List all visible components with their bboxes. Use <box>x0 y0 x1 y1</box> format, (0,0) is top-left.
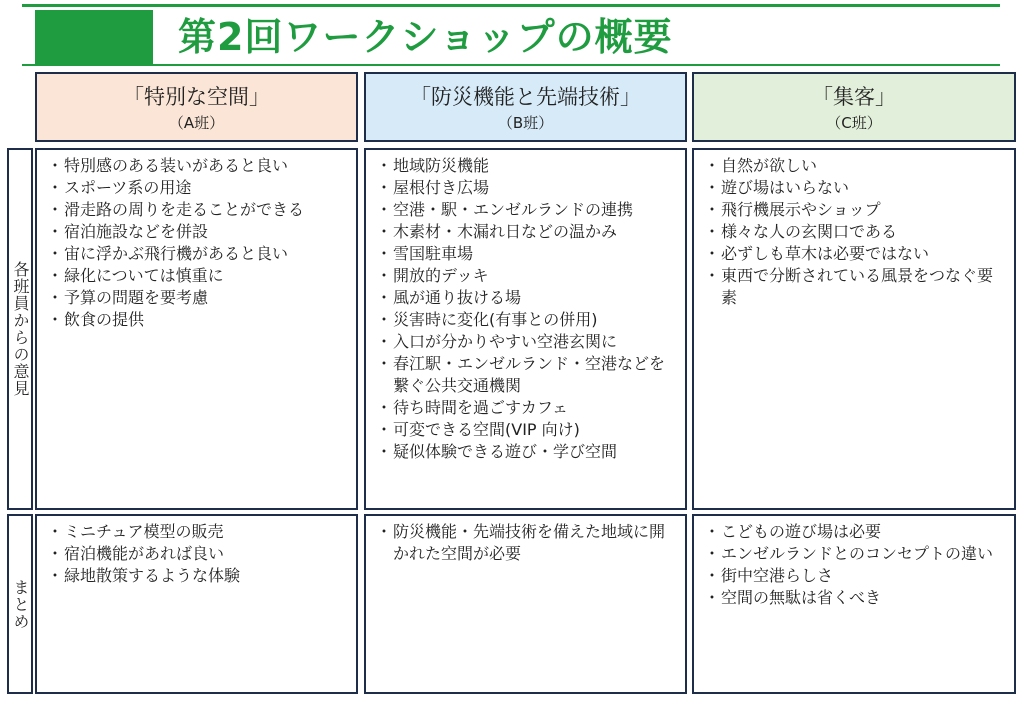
row-label-summary <box>7 514 33 694</box>
list-item: ・ 遊び場はいらない <box>704 177 1006 199</box>
list-item: ・ 東西で分断されている風景をつなぐ要素 <box>704 265 1006 309</box>
header-b-group: （B班） <box>497 114 554 132</box>
opinions-c <box>692 148 1016 510</box>
list-item: ・ 屋根付き広場 <box>376 177 677 199</box>
list-item: ・ こどもの遊び場は必要 <box>704 521 1006 543</box>
list-item: ・ 宿泊施設などを併設 <box>47 221 348 243</box>
row-label-opinions-text: 各班員からの意見 <box>11 261 30 397</box>
opinions-a <box>35 148 358 510</box>
list-item: ・ 滑走路の周りを走ることができる <box>47 199 348 221</box>
list-item: ・ 防災機能・先端技術を備えた地域に開かれた空間が必要 <box>376 521 677 565</box>
list-item: ・ 入口が分かりやすい空港玄関に <box>376 331 677 353</box>
summary-b <box>364 514 687 694</box>
header-a-title: 「特別な空間」 <box>123 85 270 109</box>
list-item: ・ 空間の無駄は省くべき <box>704 587 1006 609</box>
list-item: ・ 宙に浮かぶ飛行機があると良い <box>47 243 348 265</box>
header-a <box>35 72 358 142</box>
list-item: ・ 開放的デッキ <box>376 265 677 287</box>
top-rule <box>22 4 1000 7</box>
header-c-group: （C班） <box>826 114 882 132</box>
row-label-summary-text: まとめ <box>11 578 30 630</box>
title-accent-block <box>35 10 153 64</box>
list-item: ・ 街中空港らしさ <box>704 565 1006 587</box>
list-item: ・ 風が通り抜ける場 <box>376 287 677 309</box>
list-item: ・ 災害時に変化(有事との併用) <box>376 309 677 331</box>
list-item: ・ 木素材・木漏れ日などの温かみ <box>376 221 677 243</box>
header-c <box>692 72 1016 142</box>
header-b-title: 「防災機能と先端技術」 <box>410 85 641 109</box>
header-a-group: （A班） <box>168 114 225 132</box>
list-item: ・ 必ずしも草木は必要ではない <box>704 243 1006 265</box>
list-item: ・ 様々な人の玄関口である <box>704 221 1006 243</box>
page-title: 第2回ワークショップの概要 <box>178 15 673 59</box>
opinions-b <box>364 148 687 510</box>
list-item: ・ 特別感のある装いがあると良い <box>47 155 348 177</box>
list-item: ・ 飲食の提供 <box>47 309 348 331</box>
row-label-opinions <box>7 148 33 510</box>
list-item: ・ 飛行機展示やショップ <box>704 199 1006 221</box>
summary-c <box>692 514 1016 694</box>
list-item: ・ 空港・駅・エンゼルランドの連携 <box>376 199 677 221</box>
list-item: ・ 緑化については慎重に <box>47 265 348 287</box>
list-item: ・ 春江駅・エンゼルランド・空港などを繋ぐ公共交通機関 <box>376 353 677 397</box>
header-c-title: 「集客」 <box>812 85 896 109</box>
list-item: ・ エンゼルランドとのコンセプトの違い <box>704 543 1006 565</box>
title-underline <box>22 64 1000 66</box>
list-item: ・ スポーツ系の用途 <box>47 177 348 199</box>
list-item: ・ 予算の問題を要考慮 <box>47 287 348 309</box>
list-item: ・ 可変できる空間(VIP 向け) <box>376 419 677 441</box>
list-item: ・ 待ち時間を過ごすカフェ <box>376 397 677 419</box>
list-item: ・ 疑似体験できる遊び・学び空間 <box>376 441 677 463</box>
list-item: ・ 地域防災機能 <box>376 155 677 177</box>
list-item: ・ 雪国駐車場 <box>376 243 677 265</box>
list-item: ・ 緑地散策するような体験 <box>47 565 348 587</box>
list-item: ・ 宿泊機能があれば良い <box>47 543 348 565</box>
list-item: ・ ミニチュア模型の販売 <box>47 521 348 543</box>
summary-a <box>35 514 358 694</box>
header-b <box>364 72 687 142</box>
list-item: ・ 自然が欲しい <box>704 155 1006 177</box>
